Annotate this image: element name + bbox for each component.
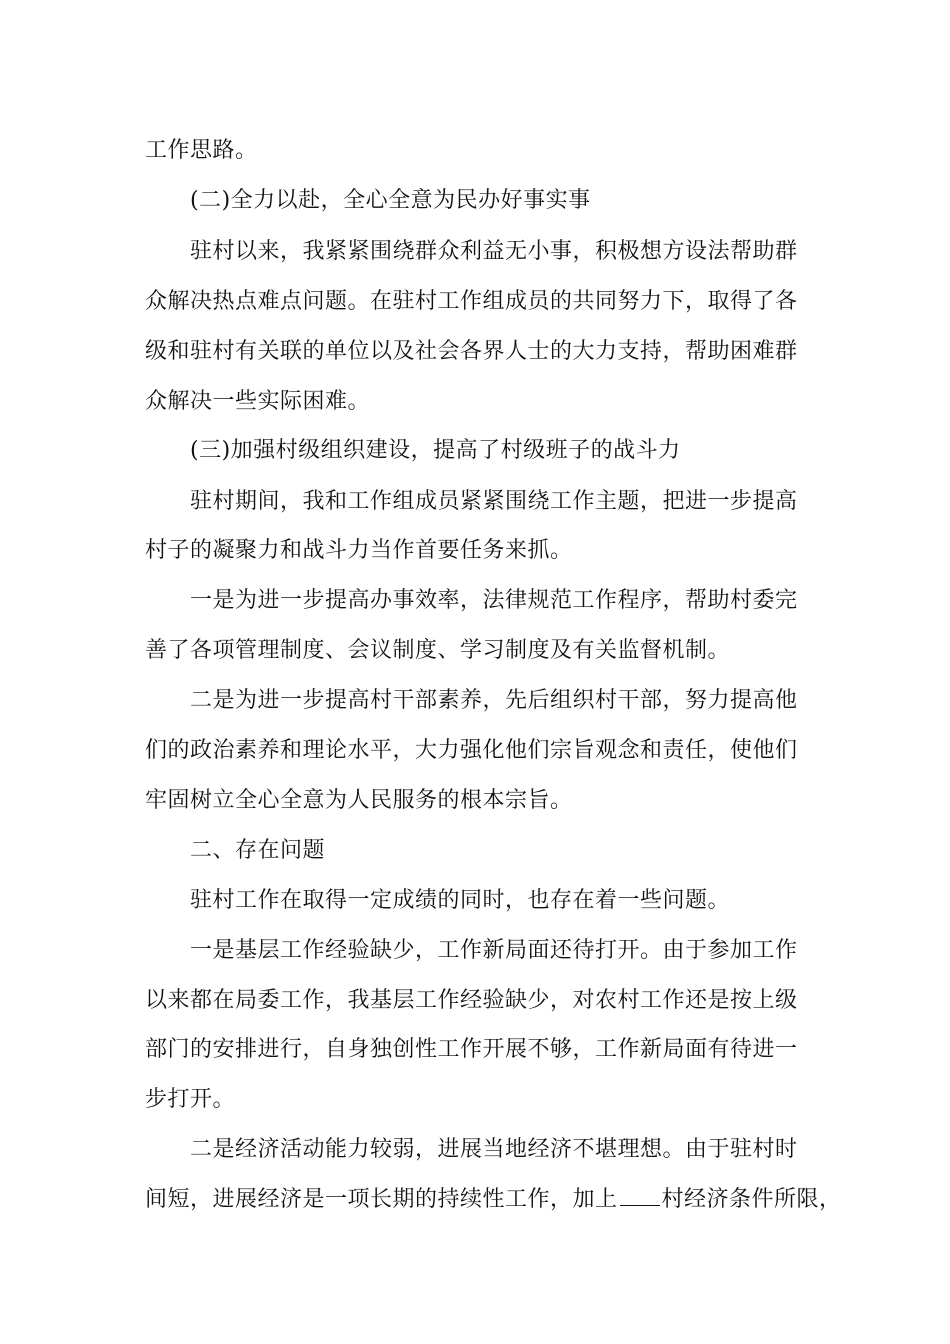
text-line: 二是为进一步提高村干部素养，先后组织村干部，努力提高他 [190,688,798,713]
text-line: 众解决热点难点问题。在驻村工作组成员的共同努力下，取得了各 [145,289,798,314]
text-line: 一是为进一步提高办事效率，法律规范工作程序，帮助村委完 [190,588,798,613]
section-heading: (二)全力以赴，全心全意为民办好事实事 [190,188,591,213]
text-line: 们的政治素养和理论水平，大力强化他们宗旨观念和责任，使他们 [145,738,798,763]
text-segment: 村经济条件所限， [661,1187,842,1212]
text-line: 众解决一些实际困难。 [145,389,371,414]
section-heading: 二、存在问题 [190,838,326,863]
text-line: 驻村以来，我紧紧围绕群众利益无小事，积极想方设法帮助群 [190,239,798,264]
section-heading: (三)加强村级组织建设，提高了村级班子的战斗力 [190,438,681,463]
text-line: 牢固树立全心全意为人民服务的根本宗旨。 [145,788,573,813]
text-segment: 间短，进展经济是一项长期的持续性工作，加上 [145,1187,618,1212]
text-line: 部门的安排进行，自身独创性工作开展不够，工作新局面有待进一 [145,1037,798,1062]
text-line: 以来都在局委工作，我基层工作经验缺少，对农村工作还是按上级 [145,988,798,1013]
fill-in-blank [620,1187,660,1206]
text-line: 工作思路。 [145,138,258,163]
text-line: 村子的凝聚力和战斗力当作首要任务来抓。 [145,538,573,563]
text-line [145,1185,842,1215]
text-line: 驻村工作在取得一定成绩的同时，也存在着一些问题。 [190,888,731,913]
text-line: 善了各项管理制度、会议制度、学习制度及有关监督机制。 [145,638,731,663]
text-line: 二是经济活动能力较弱，进展当地经济不堪理想。由于驻村时 [190,1137,798,1162]
text-line: 驻村期间，我和工作组成员紧紧围绕工作主题，把进一步提高 [190,489,798,514]
text-line: 一是基层工作经验缺少，工作新局面还待打开。由于参加工作 [190,938,798,963]
text-line: 级和驻村有关联的单位以及社会各界人士的大力支持，帮助困难群 [145,339,798,364]
text-line: 步打开。 [145,1087,236,1112]
